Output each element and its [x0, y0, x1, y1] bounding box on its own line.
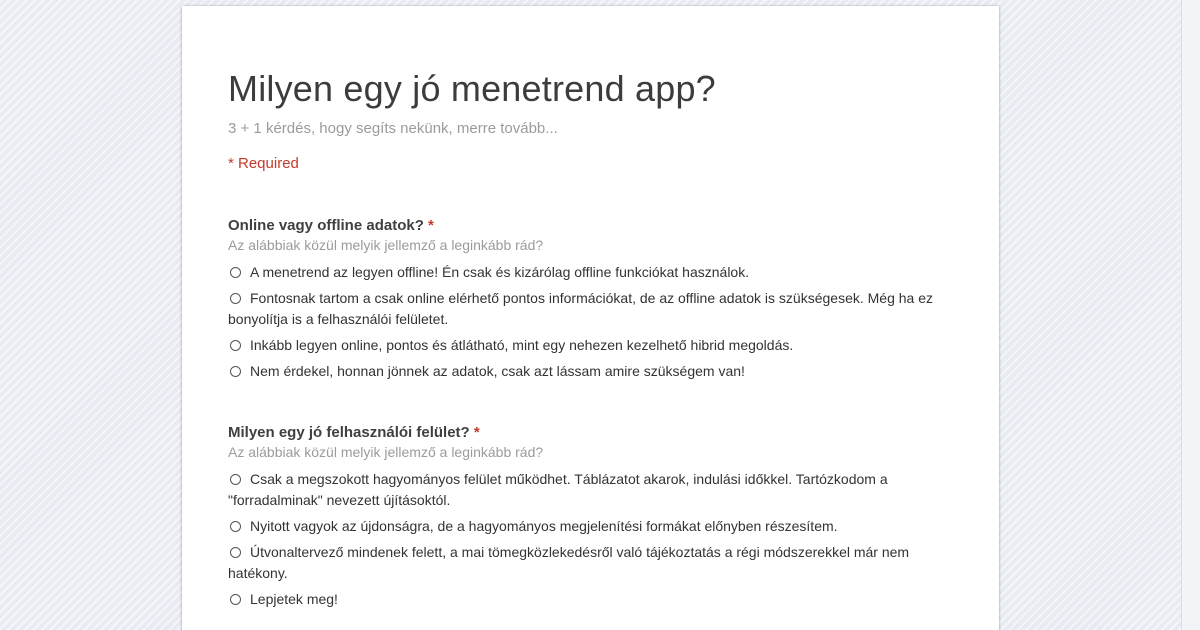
form-card — [182, 6, 999, 630]
radio-option[interactable] — [228, 333, 953, 359]
question-title-text: Milyen egy jó felhasználói felület? — [228, 424, 470, 441]
radio-option-label: Lepjetek meg! — [250, 591, 338, 607]
question-title — [228, 424, 958, 442]
radio-button[interactable] — [230, 267, 241, 278]
radio-option[interactable] — [228, 286, 953, 333]
radio-button[interactable] — [230, 594, 241, 605]
radio-button[interactable] — [230, 521, 241, 532]
radio-button[interactable] — [230, 474, 241, 485]
radio-button[interactable] — [230, 366, 241, 377]
radio-option-label: Nem érdekel, honnan jönnek az adatok, csak azt lássam amire szükségem van! — [250, 363, 745, 379]
radio-option-label: Fontosnak tartom a csak online elérhető pontos információkat, de az offline adatok is szükségesek. Még ha ez bonyolítja is a felhasználói felületet. — [228, 290, 934, 327]
radio-group — [228, 467, 958, 613]
radio-button[interactable] — [230, 340, 241, 351]
radio-option-label: A menetrend az legyen offline! Én csak és kizárólag offline funkciókat használok. — [250, 264, 750, 280]
required-asterisk: * — [473, 424, 480, 441]
radio-button[interactable] — [230, 293, 241, 304]
page-scroll-edge — [1181, 0, 1200, 630]
form-description: 3 + 1 kérdés, hogy segíts nekünk, merre tovább... — [228, 120, 558, 137]
radio-option[interactable] — [228, 260, 953, 286]
radio-option[interactable] — [228, 514, 953, 540]
question-title-text: Online vagy offline adatok? — [228, 217, 424, 234]
radio-option[interactable] — [228, 540, 953, 587]
question-title — [228, 217, 958, 235]
radio-option[interactable] — [228, 467, 953, 514]
radio-option-label: Csak a megszokott hagyományos felület működhet. Táblázatot akarok, indulási időkkel. Tartózkodom a "forradalminak" nevezett újításoktól. — [228, 471, 888, 508]
radio-option-label: Inkább legyen online, pontos és átlátható, mint egy nehezen kezelhető hibrid megoldás. — [250, 337, 794, 353]
required-note: * Required — [228, 155, 299, 172]
radio-option-label: Útvonaltervező mindenek felett, a mai tömegközlekedésről való tájékoztatás a régi módszerekkel már nem hatékony. — [228, 544, 910, 581]
question-help-text: Az alábbiak közül melyik jellemző a leginkább rád? — [228, 444, 544, 460]
question-user-interface — [228, 424, 958, 613]
radio-option[interactable] — [228, 359, 953, 385]
required-asterisk: * — [428, 217, 434, 234]
radio-option-label: Nyitott vagyok az újdonságra, de a hagyományos megjelenítési formákat előnyben részesítem. — [250, 518, 838, 534]
question-online-offline — [228, 217, 958, 385]
radio-button[interactable] — [230, 547, 241, 558]
radio-group — [228, 260, 958, 385]
question-help-text: Az alábbiak közül melyik jellemző a leginkább rád? — [228, 237, 544, 253]
form-title: Milyen egy jó menetrend app? — [228, 68, 716, 109]
radio-option[interactable] — [228, 587, 953, 613]
